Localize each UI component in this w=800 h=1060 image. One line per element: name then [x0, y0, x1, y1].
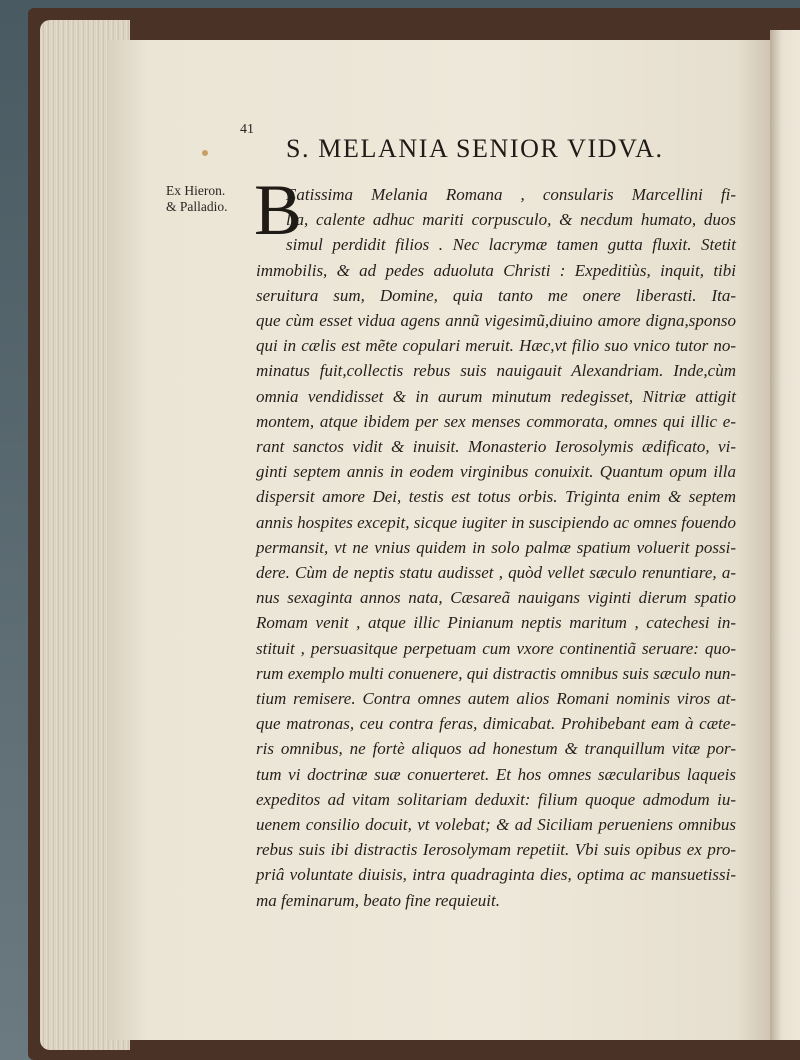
- text-line: ris omnibus, ne fortè aliquos ad honestum & tranquillum vitæ por-: [256, 739, 736, 759]
- text-line: priâ voluntate diuisis, intra quadraginta dies, optima ac mansuetissi-: [256, 865, 736, 885]
- facing-page-edge: [770, 30, 800, 1040]
- text-line: ma feminarum, beato fine requieuit.: [256, 890, 500, 910]
- drop-cap: B: [254, 170, 303, 250]
- text-line: tum vi doctrinæ suæ conuerteret. Et hos omnes sæcularibus laqueis: [256, 764, 736, 784]
- running-head: S. MELANIA SENIOR VIDVA.: [286, 134, 664, 163]
- text-line: rum exemplo multi conuenere, qui distractis omnibus suis sæculo nun-: [256, 663, 736, 683]
- text-line: montem, atque ibidem per sex menses commorata, omnes qui illic e-: [256, 411, 736, 431]
- text-line: minatus fuit,collectis rebus suis nauigauit Alexandriam. Inde,cùm: [256, 361, 736, 381]
- text-line: annis hospites excepit, sicque iugiter in suscipiendo ac omnes fouendo: [256, 512, 736, 532]
- text-line: omnia vendidisset & in aurum minutum redegisset, Nitriæ attigit: [256, 386, 736, 406]
- text-line: expeditos ad vitam solitariam deduxit: filium quoque admodum iu-: [256, 789, 736, 809]
- body-text: [256, 182, 736, 913]
- text-line: Eatissima Melania Romana , consularis Marcellini fi-: [286, 185, 736, 204]
- text-line: nus sexaginta annos nata, Cæsareã nauigans viginti dierum spatio: [256, 588, 736, 608]
- text-line: Romam venit , atque illic Pinianum neptis maritum , catechesi in-: [256, 613, 736, 633]
- text-line: immobilis, & ad pedes aduoluta Christi : Expeditiùs, inquit, tibi: [256, 260, 736, 280]
- foxing-spot: [202, 150, 208, 156]
- text-line: rant sanctos vidit & inuisit. Monasterio Ierosolymis ædificato, vi-: [256, 437, 736, 457]
- text-line: lia, calente adhuc mariti corpusculo, & necdum humato, duos: [286, 210, 736, 230]
- text-line: dere. Cùm de neptis statu audisset , quòd vellet sæculo renuntiare, a-: [256, 563, 736, 583]
- margin-note-line: & Palladio.: [166, 199, 228, 214]
- text-line: seruitura sum, Domine, quia tanto me onere liberasti. Ita-: [256, 285, 736, 305]
- text-line: stituit , persuasitque perpetuam cum vxore continentiã seruare: quo-: [256, 638, 736, 658]
- text-line: simul perdidit filios . Nec lacrymæ tamen gutta fluxit. Stetit: [286, 235, 736, 255]
- margin-note: [166, 183, 228, 215]
- text-line: tium remisere. Contra omnes autem alios Romani nominis viros at-: [256, 689, 736, 709]
- text-line: qui in cælis est mẽte copulari meruit. Hæc,vt filio suo vnico tutor no-: [256, 336, 736, 356]
- text-line: dispersit amore Dei, testis est totus orbis. Triginta enim & septem: [256, 487, 736, 507]
- text-line: uenem consilio docuit, vt volebat; & ad Siciliam perueniens omnibus: [256, 815, 736, 835]
- text-line: que matronas, ceu contra feras, dimicabat. Prohibebant eam à cæte-: [256, 714, 736, 734]
- text-line: permansit, vt ne vnius quidem in solo palmæ spatium voluerit possi-: [256, 537, 736, 557]
- margin-note-line: Ex Hieron.: [166, 183, 226, 198]
- text-line: ginti septem annis in eodem virginibus conuixit. Quantum opum illa: [256, 462, 736, 482]
- page-number: 41: [240, 122, 254, 137]
- text-line: rebus suis ibi distractis Ierosolymam repetiit. Vbi suis opibus ex pro-: [256, 840, 736, 860]
- text-line: que cùm esset vidua agens annũ vigesimũ,diuino amore digna,sponso: [256, 311, 736, 331]
